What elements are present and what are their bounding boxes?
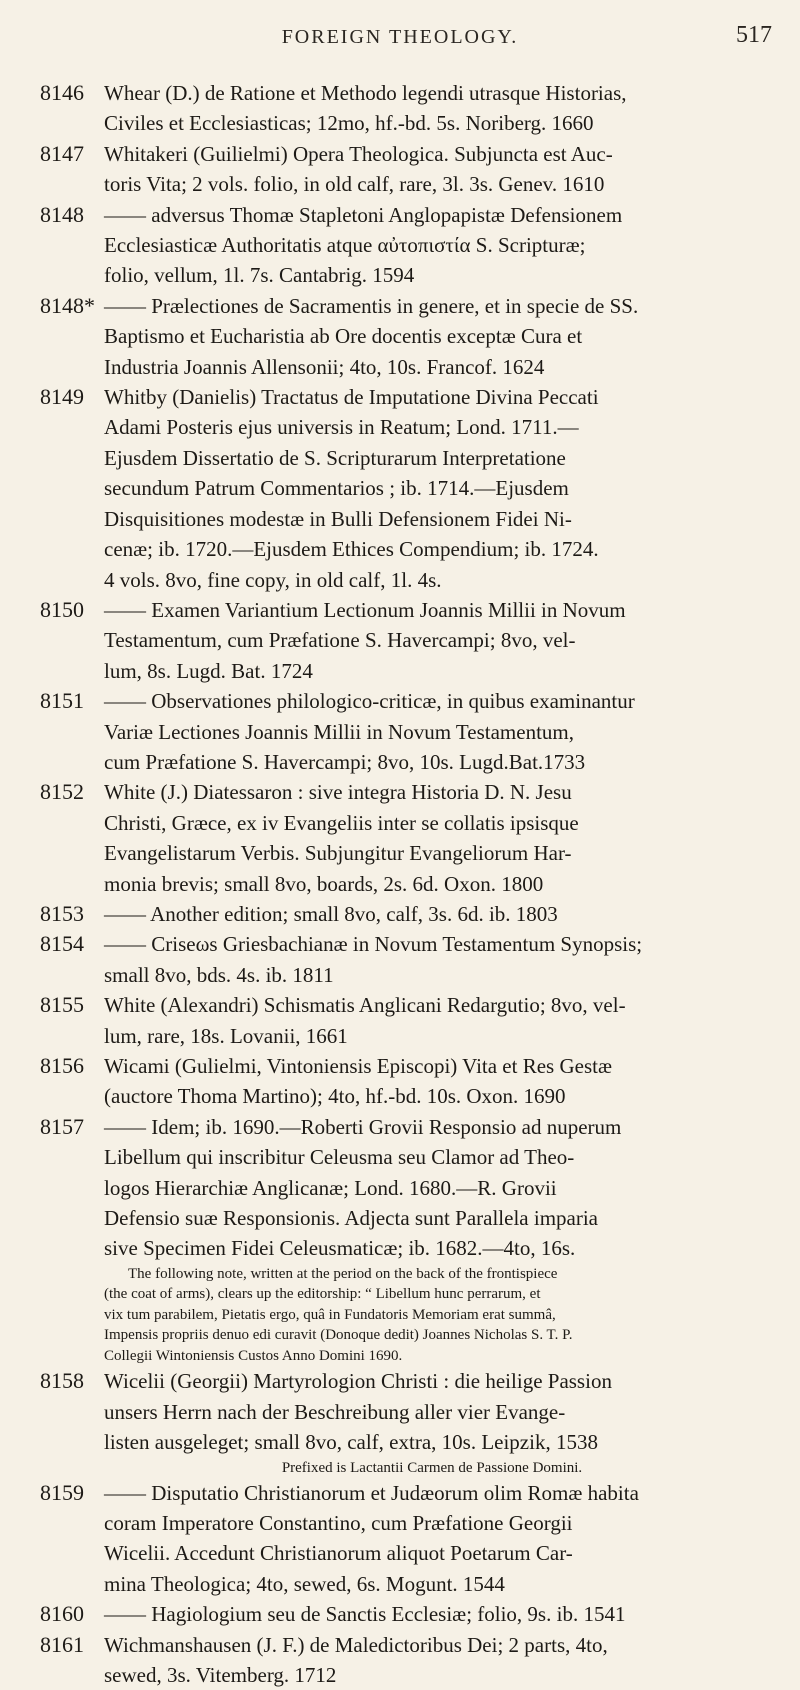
entry-line: listen ausgeleget; small 8vo, calf, extra, 10s. Leipzik, 1538 bbox=[104, 1430, 598, 1455]
entry-line: Industria Joannis Allensonii; 4to, 10s. Francof. 1624 bbox=[104, 354, 545, 379]
catalogue-entry bbox=[40, 200, 760, 291]
catalogue-entry bbox=[40, 595, 760, 686]
catalogue-entry bbox=[40, 139, 760, 200]
footnote-line: Impensis propriis denuo edi curavit (Donoque dedit) Joannes Nicholas S. T. P. bbox=[104, 1327, 573, 1344]
footnote-line: The following note, written at the period on the back of the frontispiece bbox=[128, 1265, 558, 1282]
entry-line: —— Another edition; small 8vo, calf, 3s. 6d. ib. 1803 bbox=[104, 901, 558, 926]
entry-number: 8154 bbox=[40, 931, 84, 957]
entry-line: small 8vo, bds. 4s. ib. 1811 bbox=[104, 962, 334, 987]
entry-line: White (Alexandri) Schismatis Anglicani Redargutio; 8vo, vel- bbox=[104, 993, 626, 1018]
catalogue-entry bbox=[40, 78, 760, 139]
entry-body bbox=[104, 1366, 760, 1477]
entry-number: 8147 bbox=[40, 140, 84, 166]
entry-line: sive Specimen Fidei Celeusmaticæ; ib. 1682.—4to, 16s. bbox=[104, 1236, 576, 1261]
running-head: FOREIGN THEOLOGY. bbox=[281, 26, 519, 48]
entry-line: unsers Herrn nach der Beschreibung aller vier Evange- bbox=[104, 1399, 566, 1424]
entry-line: Civiles et Ecclesiasticas; 12mo, hf.-bd. 5s. Noriberg. 1660 bbox=[104, 111, 594, 136]
entry-line: Disquisitiones modestæ in Bulli Defensionem Fidei Ni- bbox=[104, 506, 572, 531]
entry-body bbox=[104, 200, 760, 291]
entry-line: cenæ; ib. 1720.—Ejusdem Ethices Compendium; ib. 1724. bbox=[104, 537, 599, 562]
catalogue-entry bbox=[40, 899, 760, 929]
catalogue-entry bbox=[40, 929, 760, 990]
entry-body bbox=[104, 686, 760, 777]
catalogue-entry bbox=[40, 1599, 760, 1629]
entry-line: Testamentum, cum Præfatione S. Havercampi; 8vo, vel- bbox=[104, 628, 576, 653]
entry-body bbox=[104, 1112, 760, 1367]
entry-line: —— Prælectiones de Sacramentis in genere, et in specie de SS. bbox=[104, 293, 639, 318]
entry-line: Wicelii (Georgii) Martyrologion Christi : die heilige Passion bbox=[104, 1369, 612, 1394]
catalogue-entry bbox=[40, 382, 760, 595]
entry-body bbox=[104, 929, 760, 990]
entry-number: 8155 bbox=[40, 992, 84, 1018]
entry-line: lum, rare, 18s. Lovanii, 1661 bbox=[104, 1023, 348, 1048]
entry-number: 8152 bbox=[40, 779, 84, 805]
entry-line: logos Hierarchiæ Anglicanæ; Lond. 1680.—R. Grovii bbox=[104, 1175, 557, 1200]
entry-line: Evangelistarum Verbis. Subjungitur Evangeliorum Har- bbox=[104, 841, 572, 866]
entry-line: (auctore Thoma Martino); 4to, hf.-bd. 10s. Oxon. 1690 bbox=[104, 1084, 566, 1109]
entry-body bbox=[104, 1051, 760, 1112]
entry-line: coram Imperatore Constantino, cum Præfatione Georgii bbox=[104, 1510, 573, 1535]
entry-line: White (J.) Diatessaron : sive integra Historia D. N. Jesu bbox=[104, 780, 572, 805]
entry-body bbox=[104, 1599, 760, 1629]
entry-body bbox=[104, 1630, 760, 1690]
entry-line: 4 vols. 8vo, fine copy, in old calf, 1l. 4s. bbox=[104, 567, 442, 592]
entry-line: cum Præfatione S. Havercampi; 8vo, 10s. Lugd.Bat.1733 bbox=[104, 749, 586, 774]
entry-line: Whitby (Danielis) Tractatus de Imputatione Divina Peccati bbox=[104, 385, 599, 410]
entry-line: —— Hagiologium seu de Sanctis Ecclesiæ; folio, 9s. ib. 1541 bbox=[104, 1602, 626, 1627]
entry-line: Baptismo et Eucharistia ab Ore docentis exceptæ Cura et bbox=[104, 324, 583, 349]
entry-list bbox=[40, 78, 760, 1690]
catalogue-entry bbox=[40, 291, 760, 382]
catalogue-entry bbox=[40, 1478, 760, 1600]
entry-number: 8148* bbox=[40, 292, 95, 318]
entry-number: 8156 bbox=[40, 1053, 84, 1078]
catalogue-entry bbox=[40, 1112, 760, 1367]
footnote-line: (the coat of arms), clears up the editorship: “ Libellum hunc perrarum, et bbox=[104, 1286, 541, 1303]
entry-line: Defensio suæ Responsionis. Adjecta sunt Parallela imparia bbox=[104, 1206, 598, 1231]
entry-body bbox=[104, 990, 760, 1051]
entry-line: —— Criseωs Griesbachianæ in Novum Testamentum Synopsis; bbox=[104, 932, 643, 957]
entry-line: folio, vellum, 1l. 7s. Cantabrig. 1594 bbox=[104, 263, 415, 288]
entry-line: Whear (D.) de Ratione et Methodo legendi utrasque Historias, bbox=[104, 81, 627, 105]
entry-body bbox=[104, 291, 760, 382]
entry-number: 8160 bbox=[40, 1601, 84, 1627]
entry-number: 8149 bbox=[40, 384, 84, 410]
entry-line: Ejusdem Dissertatio de S. Scripturarum Interpretatione bbox=[104, 445, 566, 470]
entry-body bbox=[104, 899, 760, 929]
entry-line: —— Disputatio Christianorum et Judæorum olim Romæ habita bbox=[104, 1480, 639, 1505]
entry-number: 8159 bbox=[40, 1479, 84, 1505]
catalogue-entry bbox=[40, 777, 760, 899]
entry-body bbox=[104, 78, 760, 139]
entry-line: Libellum qui inscribitur Celeusma seu Clamor ad Theo- bbox=[104, 1145, 575, 1170]
catalogue-entry bbox=[40, 1630, 760, 1690]
footnote-line: vix tum parabilem, Pietatis ergo, quâ in Fundatoris Memoriam erat summâ, bbox=[104, 1306, 556, 1323]
entry-body bbox=[104, 1478, 760, 1600]
entry-line: Wicami (Gulielmi, Vintoniensis Episcopi) Vita et Res Gestæ bbox=[104, 1054, 612, 1078]
entry-line: —— Examen Variantium Lectionum Joannis Millii in Novum bbox=[104, 597, 626, 622]
entry-line: secundum Patrum Commentarios ; ib. 1714.—Ejusdem bbox=[104, 476, 569, 501]
entry-line: Adami Posteris ejus universis in Reatum; Lond. 1711.— bbox=[104, 415, 579, 440]
entry-body bbox=[104, 382, 760, 595]
entry-line: Christi, Græce, ex iv Evangeliis inter se collatis ipsisque bbox=[104, 810, 579, 835]
entry-body bbox=[104, 139, 760, 200]
catalogue-entry bbox=[40, 1051, 760, 1112]
entry-line: monia brevis; small 8vo, boards, 2s. 6d. Oxon. 1800 bbox=[104, 871, 544, 896]
entry-line: toris Vita; 2 vols. folio, in old calf, rare, 3l. 3s. Genev. 1610 bbox=[104, 172, 605, 197]
catalogue-entry bbox=[40, 1366, 760, 1477]
entry-line: Wichmanshausen (J. F.) de Maledictoribus Dei; 2 parts, 4to, bbox=[104, 1632, 608, 1657]
entry-number: 8161 bbox=[40, 1631, 84, 1657]
entry-number: 8148 bbox=[40, 201, 84, 227]
entry-number: 8157 bbox=[40, 1113, 84, 1139]
entry-body bbox=[104, 777, 760, 899]
entry-line: sewed, 3s. Vitemberg. 1712 bbox=[104, 1663, 337, 1687]
entry-line: —— Observationes philologico-criticæ, in quibus examinantur bbox=[104, 689, 635, 714]
page-number: 517 bbox=[736, 22, 772, 48]
prefix-note: Prefixed is Lactantii Carmen de Passione Domini. bbox=[281, 1459, 583, 1476]
entry-line: mina Theologica; 4to, sewed, 6s. Mogunt. 1544 bbox=[104, 1571, 505, 1596]
entry-line: —— Idem; ib. 1690.—Roberti Grovii Responsio ad nuperum bbox=[104, 1114, 622, 1139]
catalogue-entry bbox=[40, 686, 760, 777]
entry-line: —— adversus Thomæ Stapletoni Anglopapistæ Defensionem bbox=[104, 202, 623, 227]
entry-line: Whitakeri (Guilielmi) Opera Theologica. Subjuncta est Auc- bbox=[104, 141, 613, 166]
entry-line: Ecclesiasticæ Authoritatis atque αὐτοπιστία S. Scripturæ; bbox=[104, 233, 586, 258]
entry-number: 8151 bbox=[40, 688, 84, 714]
entry-body bbox=[104, 595, 760, 686]
entry-number: 8150 bbox=[40, 596, 84, 622]
entry-line: lum, 8s. Lugd. Bat. 1724 bbox=[104, 658, 313, 683]
entry-number: 8146 bbox=[40, 80, 84, 105]
entry-line: Variæ Lectiones Joannis Millii in Novum Testamentum, bbox=[104, 719, 575, 744]
entry-line: Wicelii. Accedunt Christianorum aliquot Poetarum Car- bbox=[104, 1541, 573, 1566]
catalogue-entry bbox=[40, 990, 760, 1051]
entry-number: 8158 bbox=[40, 1368, 84, 1394]
entry-number: 8153 bbox=[40, 900, 84, 926]
footnote-line: Collegii Wintoniensis Custos Anno Domini 1690. bbox=[104, 1347, 403, 1364]
